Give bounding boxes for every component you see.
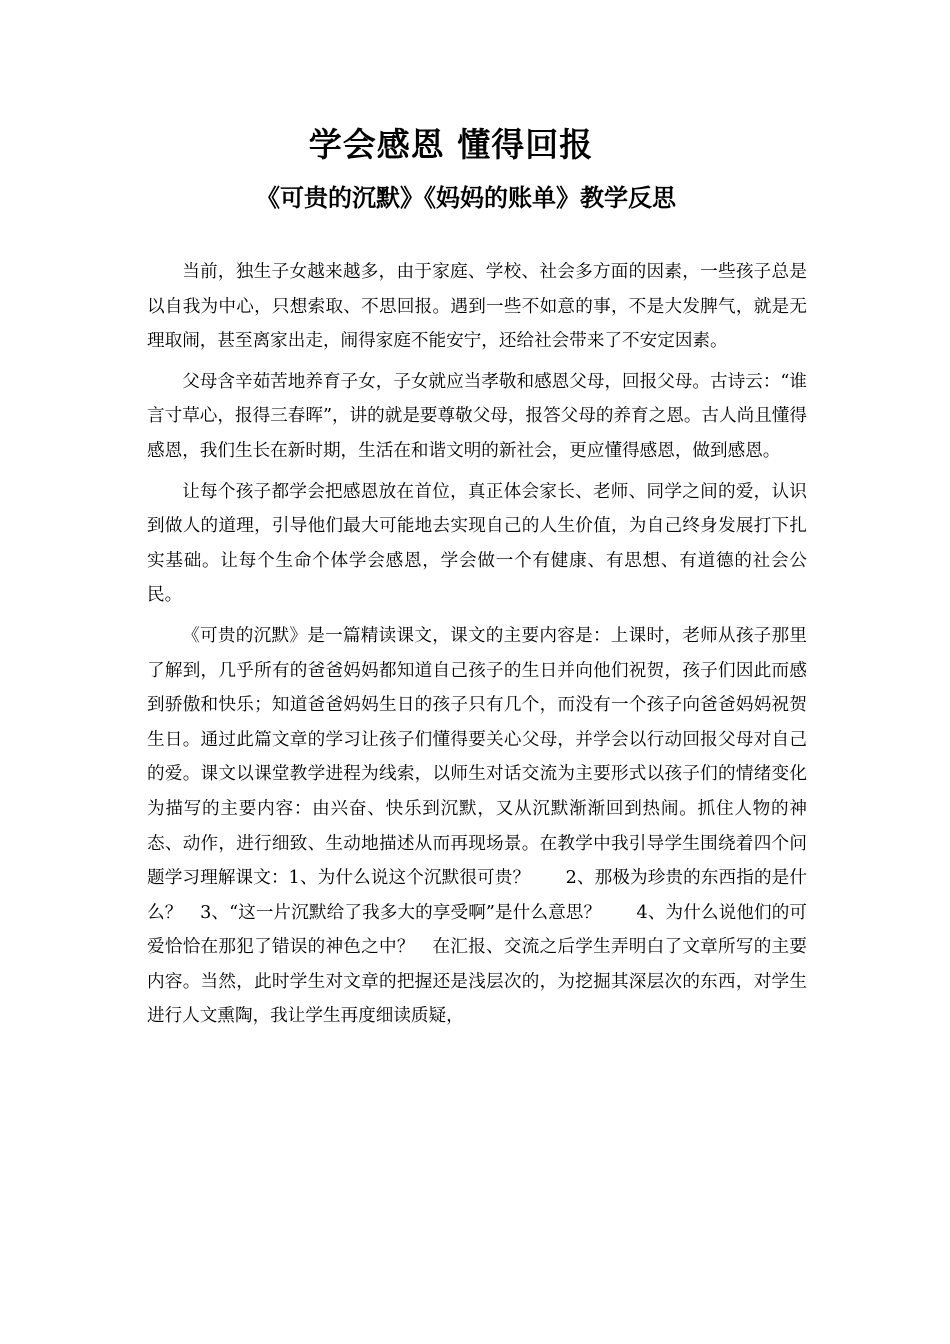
paragraph: 让每个孩子都学会把感恩放在首位，真正体会家长、老师、同学之间的爱，认识到做人的道理，引导他们最大可能地去实现自己的人生价值，为自己终身发展打下扎实基础。让每个生命个体学会感恩，学会做一个有健康、有思想、有道德的社会公民。: [147, 481, 807, 606]
paragraph: 《可贵的沉默》是一篇精读课文，课文的主要内容是：上课时，老师从孩子那里了解到，几乎所有的爸爸妈妈都知道自己孩子的生日并向他们祝贺，孩子们因此而感到骄傲和快乐；知道爸爸妈妈生日的孩子只有几个，而没有一个孩子向爸爸妈妈祝贺生日。通过此篇文章的学习让孩子们懂得要关心父母，并学会以行动回报父母对自己的爱。课文以课堂教学进程为线索，以师生对话交流为主要形式以孩子们的情绪变化为描写的主要内容：由兴奋、快乐到沉默，又从沉默渐渐回到热闹。抓住人物的神态、动作，进行细致、生动地描述从而再现场景。在教学中我引导学生围绕着四个问题学习理解课文：1、为什么说这个沉默很可贵？ 2、那极为珍贵的东西指的是什么？ 3、“这一片沉默给了我多大的享受啊”是什么意思？ 4、为什么说他们的可爱恰恰在那犯了错误的神色之中？ 在汇报、交流之后学生弄明白了文章所写的主要内容。当然，此时学生对文章的把握还是浅层次的，为挖掘其深层次的东西，对学生进行人文熏陶，我让学生再度细读质疑，: [147, 625, 807, 1027]
document-subtitle: 《可贵的沉默》《妈妈的账单》教学反思: [256, 184, 676, 212]
paragraph: 父母含辛茹苦地养育子女，子女就应当孝敬和感恩父母，回报父母。古诗云：“谁言寸草心，报得三春晖”，讲的就是要尊敬父母，报答父母的养育之恩。古人尚且懂得感恩，我们生长在新时期，生活在和谐文明的新社会，更应懂得感恩，做到感恩。: [147, 371, 807, 461]
document-body: [147, 255, 807, 1040]
document-title: 学会感恩 懂得回报: [308, 125, 594, 164]
paragraph: 当前，独生子女越来越多，由于家庭、学校、社会多方面的因素，一些孩子总是以自我为中心，只想索取、不思回报。遇到一些不如意的事，不是大发脾气，就是无理取闹，甚至离家出走，闹得家庭不能安宁，还给社会带来了不安定因素。: [147, 262, 807, 352]
